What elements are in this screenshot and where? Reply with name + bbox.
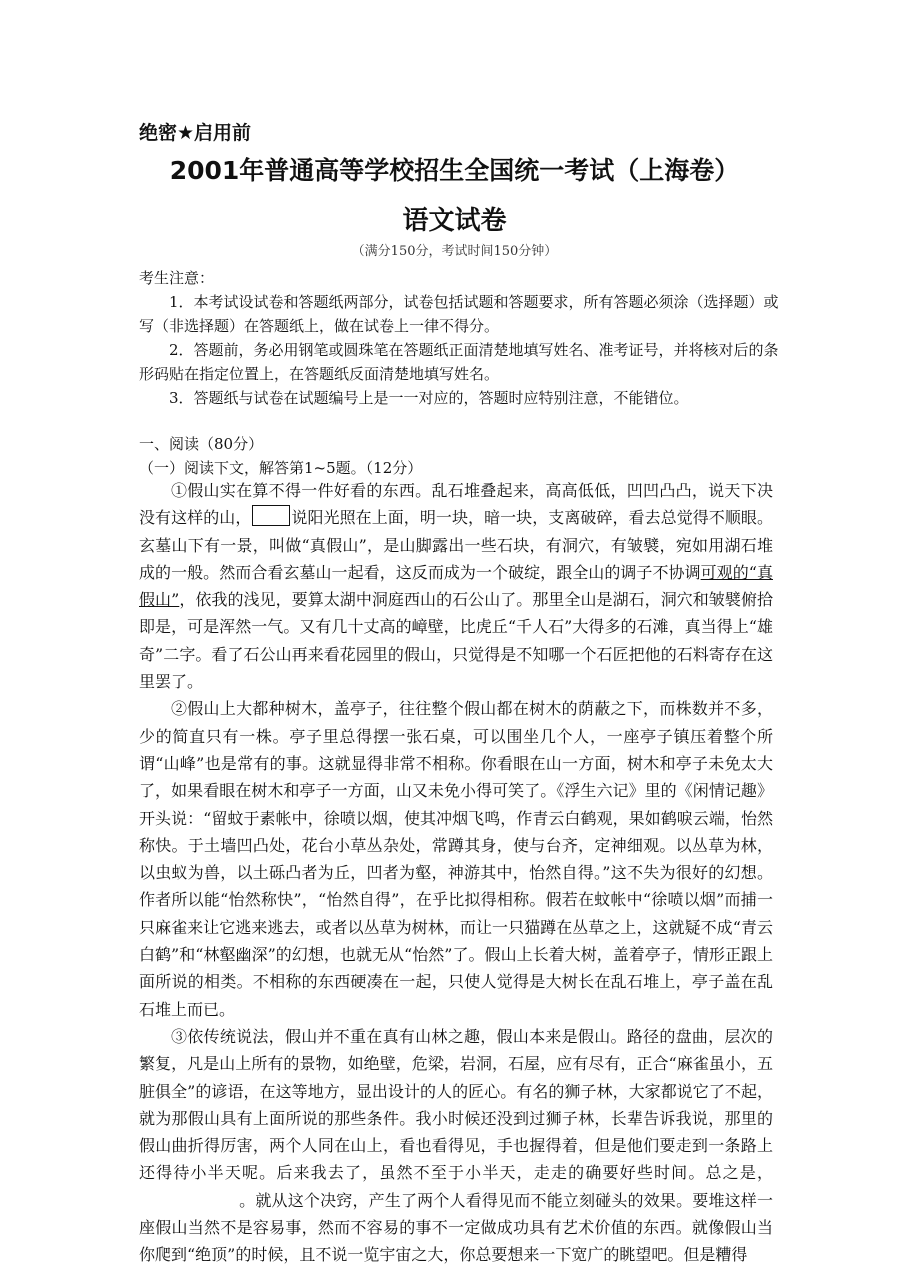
- section-title: 一、阅读（80分）: [139, 435, 264, 453]
- paragraph-1-part-b: 说阳光照在上面，明一块，暗一块，支离破碎，看去总觉得不顺眼。玄墓山下有一景，叫做“真假山”，是山脚露出一些石块，有洞穴，有皱襞，宛如用湖石堆成的一般。然而合看玄墓山一起看，这反而成为一个破绽，跟全山的调子不协调: [139, 508, 773, 582]
- secret-mark: 绝密★启用前: [139, 122, 252, 144]
- notice-item-1: 1．本考试设试卷和答题纸两部分，试卷包括试题和答题要求，所有答题必须涂（选择题）或写（非选择题）在答题纸上，做在试卷上一律不得分。: [139, 293, 779, 335]
- paragraph-1-part-a: ①假山实在算不得一件好看的东西。乱石堆叠起来，高高低低，凹凹凸凸，说天下决没有这样的山，: [139, 481, 773, 528]
- question-instruction: （一）阅读下文，解答第1~5题。（12分）: [139, 459, 423, 477]
- paragraph-1: [139, 477, 773, 695]
- notice-heading: 考生注意：: [139, 269, 215, 287]
- score-info: （满分150分，考试时间150分钟）: [351, 244, 558, 259]
- paragraph-2: ②假山上大都种树木，盖亭子，往往整个假山都在树木的荫蔽之下，而株数并不多，少的简直只有一株。亭子里总得摆一张石桌，可以围坐几个人，一座亭子镇压着整个所谓“山峰”也是常有的事。这就显得非常不相称。你看眼在山一方面，树木和亭子未免太大了，如果看眼在树木和亭子一方面，山又未免小得可笑了。《浮生六记》里的《闲情记趣》开头说：“留蚊于素帐中，徐喷以烟，使其冲烟飞鸣，作青云白鹤观，果如鹤唳云端，怡然称快。于土墙凹凸处，花台小草丛杂处，常蹲其身，使与台齐，定神细观。以丛草为林，以虫蚁为兽，以土砾凸者为丘，凹者为壑，神游其中，怡然自得。”这不失为很好的幻想。作者所以能“怡然称快”，“怡然自得”，在乎比拟得相称。假若在蚊帐中“徐喷以烟”而捕一只麻雀来让它逃来逃去，或者以丛草为树林，而让一只猫蹲在丛草之上，这就疑不成“青云白鹤”和“林壑幽深”的幻想，也就无从“怡然”了。假山上长着大树，盖着亭子，情形正跟上面所说的相类。不相称的东西硬凑在一起，只使人觉得是大树长在乱石堆上，亭子盖在乱石堆上而已。: [139, 699, 773, 1019]
- notice-item-3: 3．答题纸与试卷在试题编号上是一一对应的，答题时应特别注意，不能错位。: [169, 389, 689, 407]
- paper-title: 语文试卷: [402, 206, 507, 236]
- paragraph-3-part-b: 。就从这个决窍，产生了两个人看得见而不能立刻碰头的效果。要堆这样一座假山当然不是容易事，然而不容易的事不一定做成功具有艺术价值的东西。就像假山当你爬到“绝顶”的时候，且不说一览宇宙之大，你总要想来一下宽广的眺望吧。但是糟得: [139, 1190, 773, 1265]
- reading-passage: [139, 477, 773, 1269]
- underlined-phrase: 可观的“真假山”: [139, 562, 773, 610]
- paragraph-3: [139, 1023, 773, 1269]
- notice-item-2: 2．答题前，务必用钢笔或圆珠笔在答题纸正面清楚地填写姓名、准考证号，并将核对后的条形码贴在指定位置上，在答题纸反面清楚地填写姓名。: [139, 341, 779, 383]
- candidate-notice: [139, 266, 779, 410]
- exam-title: 2001年普通高等学校招生全国统一考试（上海卷）: [169, 156, 740, 185]
- paragraph-3-part-a: ③依传统说法，假山并不重在真有山林之趣，假山本来是假山。路径的盘曲，层次的繁复，凡是山上所有的景物，如绝壁，危梁，岩洞，石屋，应有尽有，正合“麻雀虽小，五脏俱全”的谚语，在这等地方，显出设计的人的匠心。有名的狮子林，大家都说它了不起，就为那假山具有上面所说的那些条件。我小时候还没到过狮子林，长辈告诉我说，那里的假山曲折得厉害，两个人同在山上，看也看得见，手也握得着，但是他们要走到一条路上还得待小半天呢。后来我去了，虽然不至于小半天，走走的确要好些时间。总之是，: [139, 1026, 773, 1183]
- answer-blank-box: [252, 505, 290, 526]
- paragraph-1-part-c: ，依我的浅见，要算太湖中洞庭西山的石公山了。那里全山是湖石，洞穴和皱襞俯拾即是，可是浑然一气。又有几十丈高的嶂壁，比虎丘“千人石”大得多的石滩，真当得上“雄奇”二字。看了石公山再来看花园里的假山，只觉得是不知哪一个石匠把他的石料寄存在这里罢了。: [139, 590, 773, 692]
